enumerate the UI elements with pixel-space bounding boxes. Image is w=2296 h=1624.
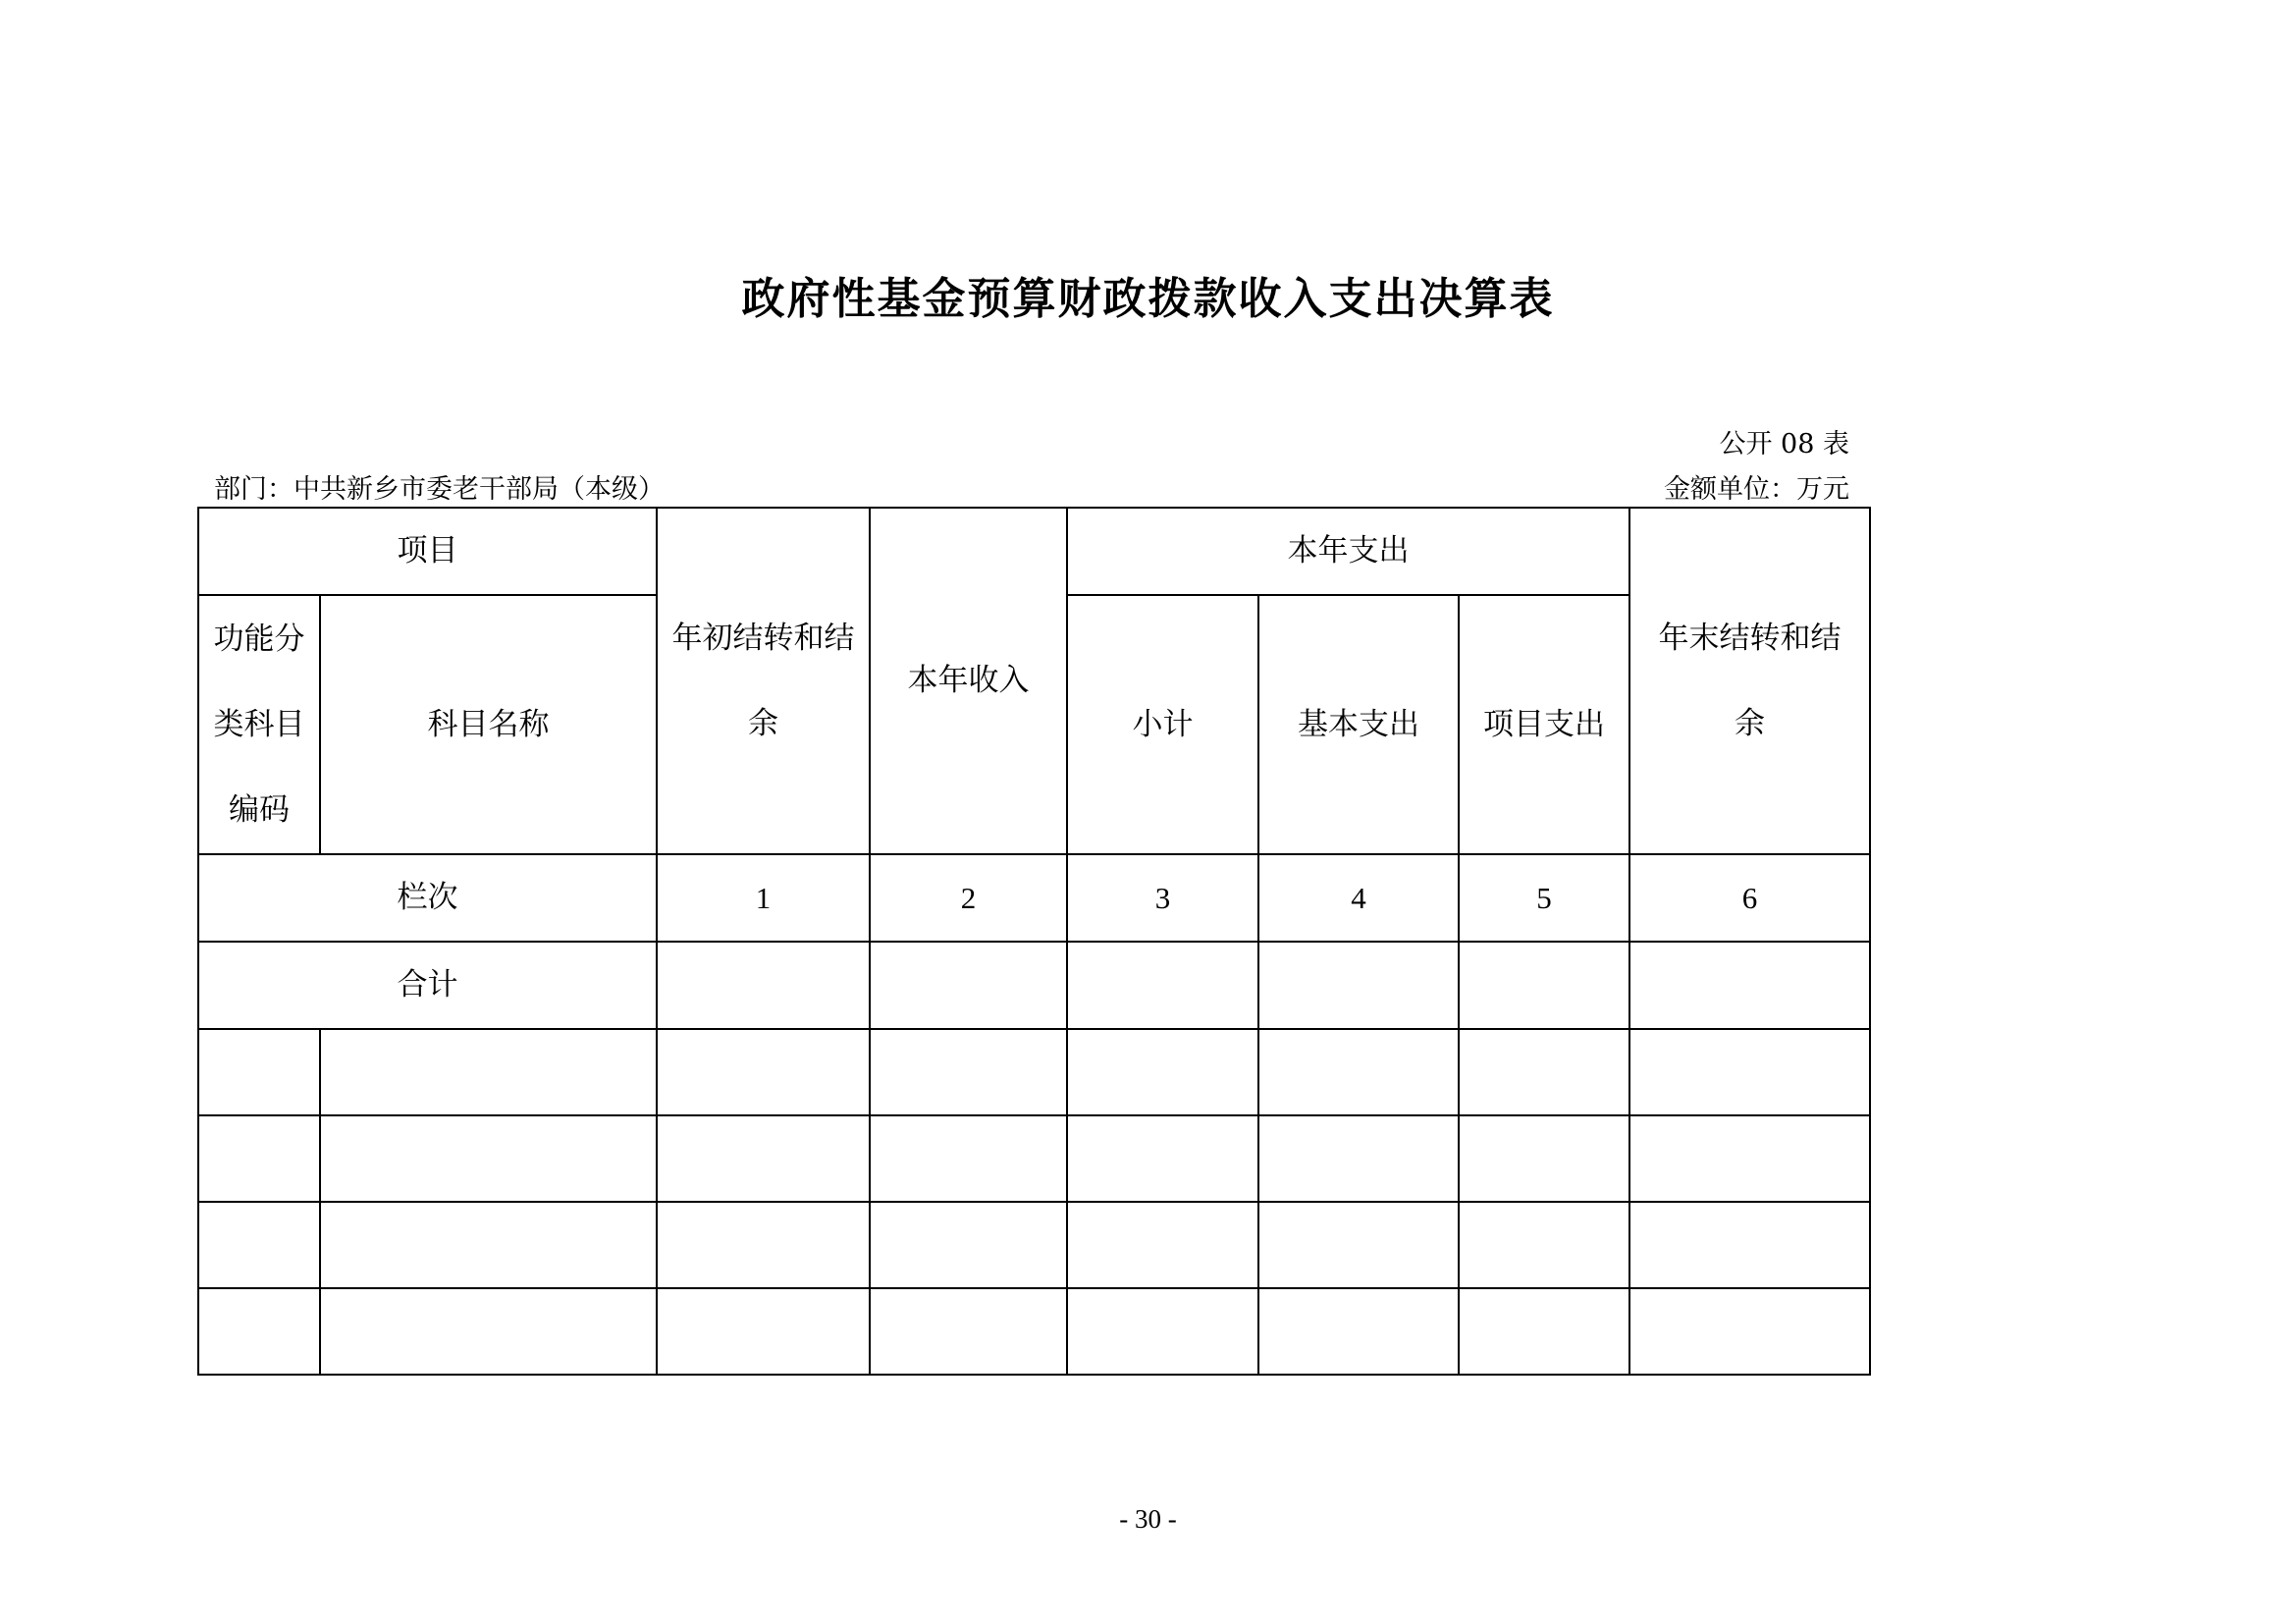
- header-basic-exp: 基本支出: [1258, 595, 1459, 854]
- row-cell: [1629, 1202, 1870, 1288]
- header-func-code: [198, 595, 320, 854]
- row-cell: [870, 1115, 1067, 1202]
- column-number-3: 3: [1067, 854, 1258, 942]
- row-cell: [870, 1029, 1067, 1115]
- header-func-code-line-3: 编码: [229, 791, 290, 828]
- row-cell: [1459, 1202, 1629, 1288]
- total-cell: [657, 942, 870, 1029]
- row-cell: [657, 1115, 870, 1202]
- header-end-balance-line-1: 年末结转和结: [1658, 620, 1842, 656]
- header-end-balance: [1629, 508, 1870, 854]
- header-expenditure: 本年支出: [1067, 508, 1629, 595]
- row-cell: [1067, 1115, 1258, 1202]
- department-label: 部门：中共新乡市委老干部局（本级）: [214, 474, 665, 505]
- row-code: [198, 1029, 320, 1115]
- header-begin-balance-line-1: 年初结转和结: [671, 620, 855, 656]
- header-func-code-line-2: 类科目: [213, 706, 305, 742]
- header-row-1: [198, 508, 1870, 595]
- total-cell: [1067, 942, 1258, 1029]
- column-number-row: [198, 854, 1870, 942]
- row-cell: [1258, 1029, 1459, 1115]
- row-name: [320, 1115, 657, 1202]
- form-number: 公开 08 表: [1719, 429, 1849, 460]
- header-begin-balance-line-2: 余: [748, 705, 778, 741]
- column-number-5: 5: [1459, 854, 1629, 942]
- column-number-1: 1: [657, 854, 870, 942]
- header-item: 项目: [198, 508, 657, 595]
- header-func-code-line-1: 功能分: [213, 621, 305, 657]
- row-cell: [870, 1202, 1067, 1288]
- row-code: [198, 1115, 320, 1202]
- row-cell: [1629, 1029, 1870, 1115]
- row-cell: [1459, 1115, 1629, 1202]
- header-subtotal: 小计: [1067, 595, 1258, 854]
- row-name: [320, 1202, 657, 1288]
- table-row: [198, 1115, 1870, 1202]
- row-code: [198, 1288, 320, 1375]
- row-cell: [870, 1288, 1067, 1375]
- column-number-4: 4: [1258, 854, 1459, 942]
- row-name: [320, 1288, 657, 1375]
- header-subject-name: 科目名称: [320, 595, 657, 854]
- total-cell: [870, 942, 1067, 1029]
- table-row: [198, 1202, 1870, 1288]
- total-cell: [1258, 942, 1459, 1029]
- row-cell: [657, 1029, 870, 1115]
- row-cell: [1258, 1115, 1459, 1202]
- row-code: [198, 1202, 320, 1288]
- total-cell: [1459, 942, 1629, 1029]
- page-title: 政府性基金预算财政拨款收入支出决算表: [741, 274, 1555, 324]
- row-cell: [1258, 1288, 1459, 1375]
- row-cell: [1629, 1288, 1870, 1375]
- row-cell: [1459, 1029, 1629, 1115]
- unit-label: 金额单位：万元: [1664, 474, 1849, 505]
- header-income: 本年收入: [870, 508, 1067, 854]
- column-number-6: 6: [1629, 854, 1870, 942]
- total-label: 合计: [198, 942, 657, 1029]
- page-number: - 30 -: [1119, 1504, 1177, 1534]
- total-row: [198, 942, 1870, 1029]
- table-row: [198, 1029, 1870, 1115]
- row-cell: [1067, 1288, 1258, 1375]
- header-project-exp: 项目支出: [1459, 595, 1629, 854]
- row-cell: [1258, 1202, 1459, 1288]
- header-end-balance-line-2: 余: [1735, 705, 1765, 741]
- table-row: [198, 1288, 1870, 1375]
- row-cell: [1629, 1115, 1870, 1202]
- row-cell: [1067, 1202, 1258, 1288]
- column-number-2: 2: [870, 854, 1067, 942]
- header-begin-balance: [657, 508, 870, 854]
- total-cell: [1629, 942, 1870, 1029]
- row-cell: [1067, 1029, 1258, 1115]
- fund-table: [197, 507, 1871, 1376]
- row-cell: [1459, 1288, 1629, 1375]
- column-no-label: 栏次: [198, 854, 657, 942]
- row-cell: [657, 1202, 870, 1288]
- row-name: [320, 1029, 657, 1115]
- row-cell: [657, 1288, 870, 1375]
